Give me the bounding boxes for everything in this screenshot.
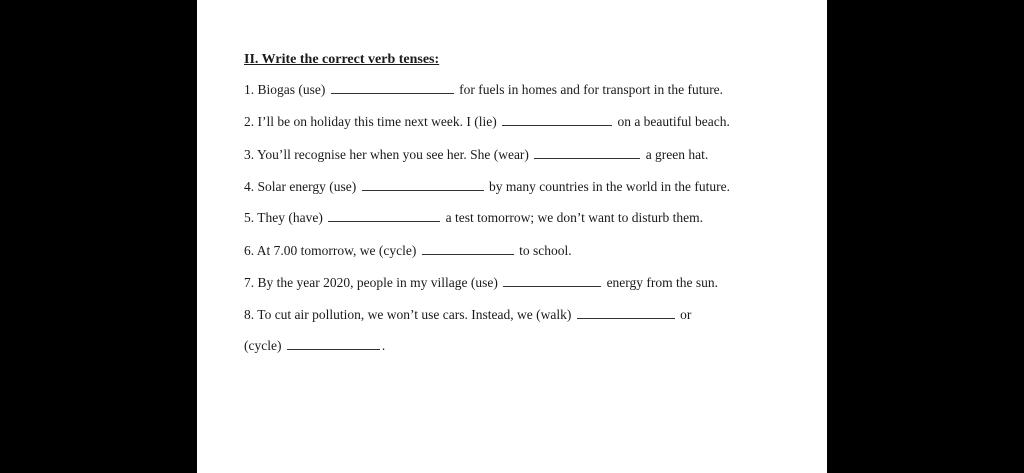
answer-blank[interactable] — [503, 285, 601, 287]
exercise-item-8-line-2 — [244, 337, 385, 355]
item-prompt: At 7.00 tomorrow, we (cycle) — [256, 243, 417, 258]
item-number: 6. — [244, 243, 255, 258]
item-number: 5. — [244, 210, 255, 225]
exercise-item-3 — [244, 146, 708, 164]
answer-blank[interactable] — [331, 92, 454, 94]
item-number: 8. — [244, 307, 255, 322]
answer-blank[interactable] — [534, 157, 640, 159]
item-number: 7. — [244, 275, 255, 290]
item-prompt: I’ll be on holiday this time next week. I (lie) — [257, 114, 497, 129]
item-continuation: a green hat. — [645, 147, 709, 162]
item-prompt: (cycle) — [244, 338, 282, 353]
worksheet-page — [197, 0, 827, 473]
item-continuation: by many countries in the world in the future. — [488, 179, 731, 194]
item-number: 2. — [244, 114, 255, 129]
answer-blank[interactable] — [422, 253, 514, 255]
answer-blank[interactable] — [502, 124, 612, 126]
item-continuation: to school. — [519, 243, 572, 258]
answer-blank[interactable] — [287, 348, 380, 350]
item-continuation: or — [680, 307, 692, 322]
answer-blank[interactable] — [362, 189, 484, 191]
exercise-item-6 — [244, 242, 572, 260]
item-prompt: Biogas (use) — [257, 82, 326, 97]
item-prompt: They (have) — [257, 210, 323, 225]
answer-blank[interactable] — [328, 220, 440, 222]
exercise-item-4 — [244, 178, 730, 196]
item-prompt: By the year 2020, people in my village (use) — [257, 275, 498, 290]
item-number: 1. — [244, 82, 255, 97]
item-continuation: for fuels in homes and for transport in the future. — [459, 82, 724, 97]
item-number: 3. — [244, 147, 255, 162]
exercise-item-2 — [244, 113, 730, 131]
answer-blank[interactable] — [577, 317, 675, 319]
item-continuation: on a beautiful beach. — [617, 114, 730, 129]
exercise-item-7 — [244, 274, 718, 292]
exercise-item-1 — [244, 81, 723, 99]
item-prompt: Solar energy (use) — [257, 179, 357, 194]
item-continuation: a test tomorrow; we don’t want to disturb them. — [445, 210, 703, 225]
item-prompt: You’ll recognise her when you see her. She (wear) — [257, 147, 529, 162]
item-continuation: energy from the sun. — [606, 275, 719, 290]
exercise-item-5 — [244, 209, 703, 227]
exercise-heading: II. Write the correct verb tenses: — [244, 52, 440, 67]
item-number: 4. — [244, 179, 255, 194]
item-prompt: To cut air pollution, we won’t use cars. Instead, we (walk) — [257, 307, 572, 322]
exercise-item-8 — [244, 306, 691, 324]
item-continuation: . — [381, 338, 386, 353]
